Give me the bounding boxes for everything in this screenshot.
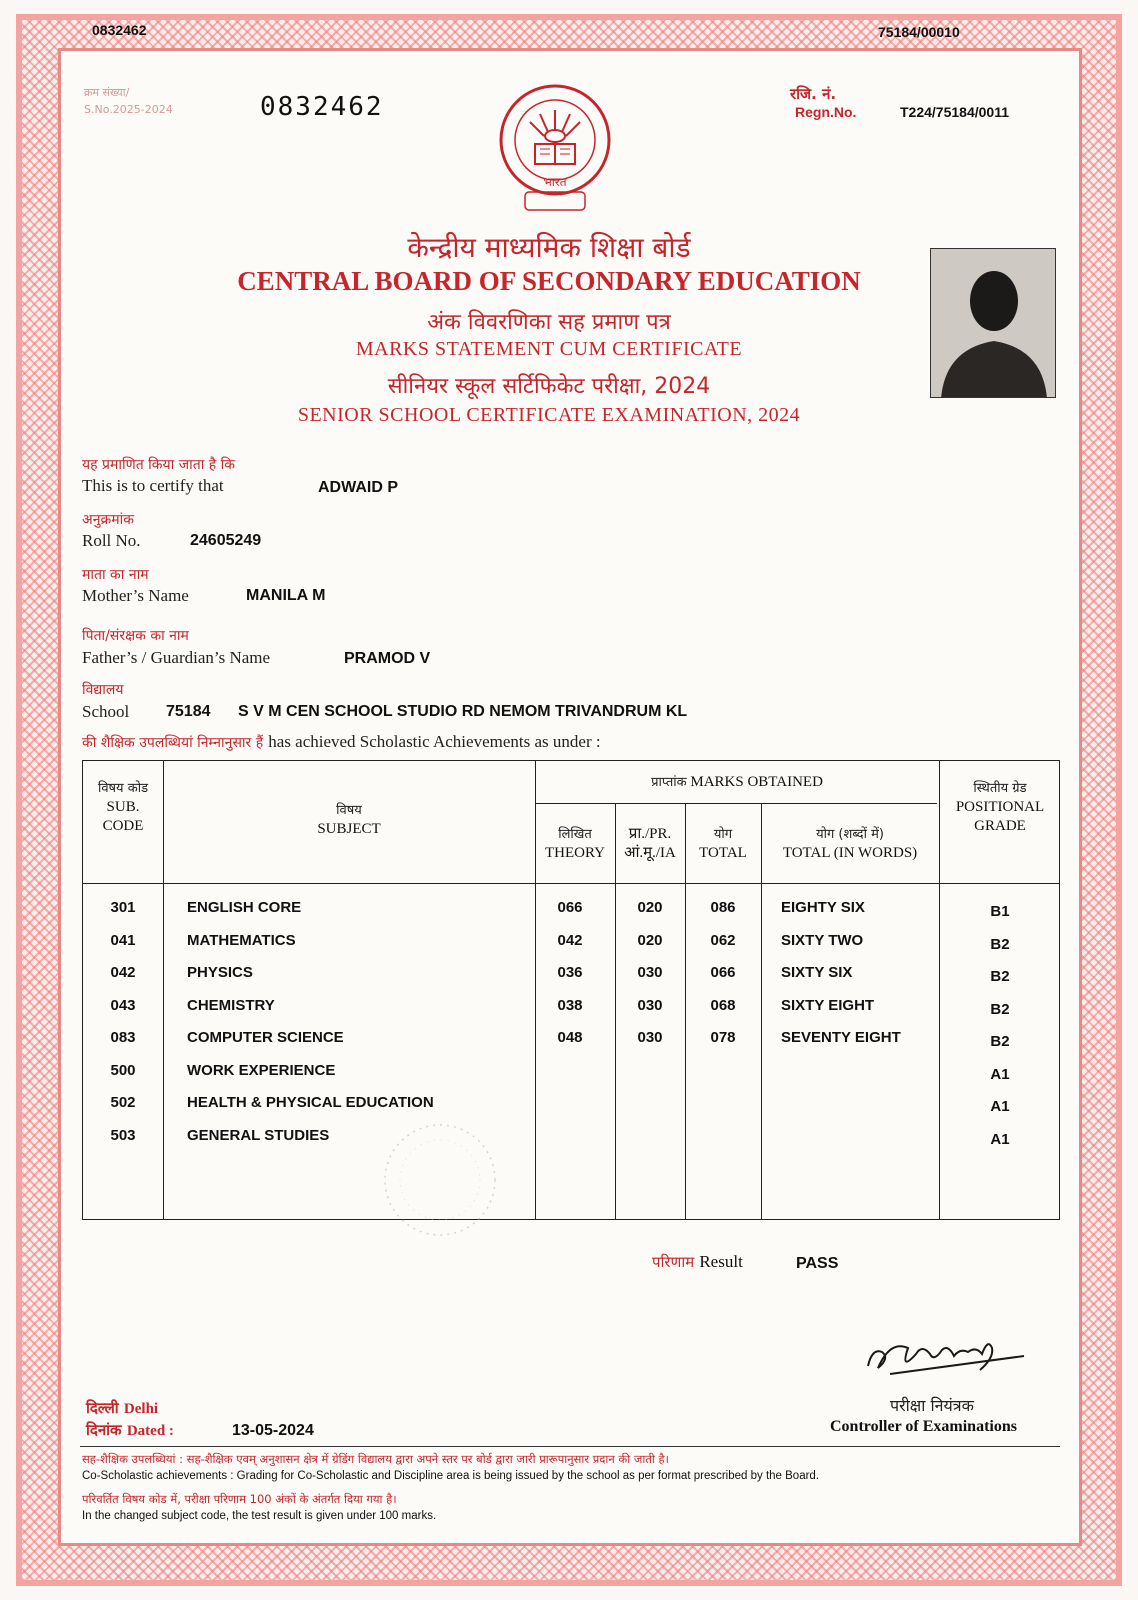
note-changed-code-en: In the changed subject code, the test result is given under 100 marks. <box>82 1510 437 1522</box>
certify-label-en: This is to certify that <box>82 476 224 495</box>
header-total-words-hi: योग (शब्दों में) <box>816 827 884 842</box>
cell-theory: 066 <box>557 899 583 916</box>
header-theory <box>535 825 615 863</box>
school-label-hi: विद्यालय <box>82 682 124 698</box>
header-marks-en: MARKS OBTAINED <box>690 774 823 790</box>
cell-grade: B2 <box>990 968 1010 985</box>
cell-total-words: SIXTY TWO <box>781 931 864 949</box>
cell-sub-code: 043 <box>110 996 136 1014</box>
place <box>86 1398 158 1418</box>
school-name: S V M CEN SCHOOL STUDIO RD NEMOM TRIVANDRUM KL <box>238 703 688 720</box>
result-label-hi: परिणाम <box>652 1253 695 1271</box>
achievement-line <box>82 732 601 752</box>
board-title-en: CENTRAL BOARD OF SECONDARY EDUCATION <box>237 266 861 296</box>
cell-sub-code: 301 <box>110 899 136 916</box>
header-marks-hi: प्राप्तांक <box>651 775 687 790</box>
header-marks-obtained <box>535 773 939 792</box>
student-name: ADWAID P <box>318 479 398 496</box>
cell-theory: 036 <box>557 964 583 981</box>
cell-total: 068 <box>710 996 736 1014</box>
note-coscholastic-hi: सह-शैक्षिक उपलब्धियां : सह-शैक्षिक एवम् अनुशासन क्षेत्र में ग्रेडिंग विद्यालय द्वारा अपने स्तर पर बोर्ड द्वारा जारी प्रारूपानुसार प्रदान की जाती है। <box>82 1452 670 1466</box>
header-theory-hi: लिखित <box>558 827 592 842</box>
regn-label-hi: रजि. नं. <box>790 85 837 103</box>
serial-label-faded <box>84 84 173 118</box>
controller-signature <box>860 1318 1030 1388</box>
note-changed-code-hi: परिवर्तित विषय कोड में, परीक्षा परिणाम 100 अंकों के अंतर्गत दिया गया है। <box>82 1492 397 1506</box>
date-label-en: Dated : <box>126 1423 174 1439</box>
header-positional-grade <box>939 779 1061 836</box>
doc-title-en: MARKS STATEMENT CUM CERTIFICATE <box>355 338 743 360</box>
cell-grade: A1 <box>990 1098 1010 1115</box>
cell-total-words: EIGHTY SIX <box>781 899 865 916</box>
header-theory-en: THEORY <box>545 845 605 861</box>
cell-total-words: SIXTY EIGHT <box>781 996 875 1014</box>
cell-grade: A1 <box>990 1130 1010 1148</box>
cbse-emblem-logo <box>490 82 620 217</box>
cell-practical: 030 <box>637 1029 663 1046</box>
header-sub-code <box>83 779 163 836</box>
cell-sub-code: 503 <box>110 1126 136 1144</box>
cell-grade: A1 <box>990 1065 1010 1083</box>
exam-title-hi: सीनियर स्कूल सर्टिफिकेट परीक्षा, 2024 <box>387 374 711 399</box>
cell-sub-code: 500 <box>110 1061 136 1079</box>
cell-theory: 048 <box>557 1029 583 1046</box>
date-label <box>86 1420 174 1440</box>
serial-number: 0832462 <box>260 92 384 122</box>
header-total-hi: योग <box>713 827 733 842</box>
school-label-en: School <box>82 702 130 721</box>
doc-title-hi: अंक विवरणिका सह प्रमाण पत्र <box>427 310 671 335</box>
issue-date: 13-05-2024 <box>232 1422 314 1439</box>
cell-total: 062 <box>710 931 736 949</box>
header-sub-code-en-2: CODE <box>102 818 144 834</box>
student-photo <box>930 248 1056 398</box>
cell-subject: WORK EXPERIENCE <box>187 1061 336 1079</box>
header-practical-hi: प्रा./PR. <box>628 826 672 842</box>
achievement-text-hi: की शैक्षिक उपलब्धियां निम्नानुसार हैं <box>82 735 264 751</box>
emblem-text: भारत <box>543 175 567 189</box>
header-subject-en: SUBJECT <box>317 821 381 837</box>
cell-total-words: SIXTY SIX <box>781 964 853 981</box>
top-reference-number: 75184/00010 <box>878 24 960 40</box>
header-subject <box>163 801 535 839</box>
father-label-hi: पिता/संरक्षक का नाम <box>82 628 189 644</box>
cell-sub-code: 042 <box>110 964 136 981</box>
cell-subject: GENERAL STUDIES <box>187 1126 330 1144</box>
roll-number: 24605249 <box>190 532 262 549</box>
serial-label-en: S.No.2025-2024 <box>84 103 173 116</box>
cell-subject: CHEMISTRY <box>187 996 275 1014</box>
serial-label-hi: क्रम संख्या/ <box>84 86 130 99</box>
header-practical-en: आं.मू./IA <box>624 845 676 861</box>
result-label <box>652 1252 743 1272</box>
roll-label-hi: अनुक्रमांक <box>82 512 134 528</box>
father-label-en: Father’s / Guardian’s Name <box>82 648 271 667</box>
board-title-hi: केन्द्रीय माध्यमिक शिक्षा बोर्ड <box>407 231 691 264</box>
header-practical <box>615 825 685 863</box>
header-grade-hi: स्थितीय ग्रेड <box>973 781 1027 796</box>
cell-total: 078 <box>710 1029 736 1046</box>
marks-table <box>82 760 1060 1220</box>
certify-label-hi: यह प्रमाणित किया जाता है कि <box>82 457 236 473</box>
header-sub-code-en-1: SUB. <box>106 799 140 815</box>
header-total <box>685 825 761 863</box>
note-coscholastic-en: Co-Scholastic achievements : Grading for Co-Scholastic and Discipline area is being issued by the school as per format prescribed by the Board. <box>82 1470 820 1482</box>
cell-practical: 020 <box>637 899 663 916</box>
faded-stamp <box>340 1120 540 1270</box>
controller-title-hi: परीक्षा नियंत्रक <box>890 1396 974 1415</box>
regn-label-en: Regn.No. <box>795 104 857 120</box>
header-sub-code-hi: विषय कोड <box>97 781 149 796</box>
header-total-en: TOTAL <box>699 845 747 861</box>
cell-sub-code: 083 <box>110 1029 136 1046</box>
cell-sub-code: 041 <box>110 931 136 949</box>
cell-theory: 038 <box>557 996 583 1014</box>
result-label-en: Result <box>699 1252 743 1271</box>
cell-sub-code: 502 <box>110 1094 136 1111</box>
cell-grade: B2 <box>990 1000 1010 1018</box>
cell-total: 086 <box>710 899 736 916</box>
cell-subject: ENGLISH CORE <box>187 899 302 916</box>
cell-total-words: SEVENTY EIGHT <box>781 1029 901 1046</box>
cell-subject: HEALTH & PHYSICAL EDUCATION <box>187 1094 434 1111</box>
header-subject-hi: विषय <box>336 803 362 818</box>
place-en: Delhi <box>123 1401 159 1417</box>
footer-divider <box>80 1446 1060 1447</box>
father-name: PRAMOD V <box>344 650 431 667</box>
place-hi: दिल्ली <box>86 1399 119 1417</box>
school-code: 75184 <box>166 703 211 720</box>
roll-label-en: Roll No. <box>82 531 141 550</box>
cell-subject: COMPUTER SCIENCE <box>187 1029 344 1046</box>
header-total-words <box>761 825 939 863</box>
header-grade-en-1: POSITIONAL <box>955 799 1045 815</box>
exam-title-en: SENIOR SCHOOL CERTIFICATE EXAMINATION, 2024 <box>297 404 801 426</box>
mother-name: MANILA M <box>246 587 326 604</box>
header-total-words-en: TOTAL (IN WORDS) <box>782 845 918 861</box>
regn-number: T224/75184/0011 <box>900 104 1009 120</box>
cell-total: 066 <box>710 964 736 981</box>
achievement-text-en: has achieved Scholastic Achievements as under : <box>268 732 601 751</box>
cell-grade: B1 <box>990 903 1010 920</box>
cell-subject: MATHEMATICS <box>187 931 296 949</box>
mother-label-en: Mother’s Name <box>82 586 189 605</box>
cell-grade: B2 <box>990 1033 1010 1050</box>
cell-practical: 030 <box>637 996 663 1014</box>
cell-theory: 042 <box>557 931 583 949</box>
cell-practical: 030 <box>637 964 663 981</box>
controller-title-en: Controller of Examinations <box>830 1418 1017 1435</box>
cell-subject: PHYSICS <box>187 964 253 981</box>
cell-practical: 020 <box>637 931 663 949</box>
header-grade-en-2: GRADE <box>974 818 1026 834</box>
result-value: PASS <box>796 1255 839 1272</box>
mother-label-hi: माता का नाम <box>82 567 149 583</box>
top-serial-number: 0832462 <box>92 22 147 38</box>
date-label-hi: दिनांक <box>86 1421 122 1439</box>
cell-grade: B2 <box>990 935 1010 953</box>
